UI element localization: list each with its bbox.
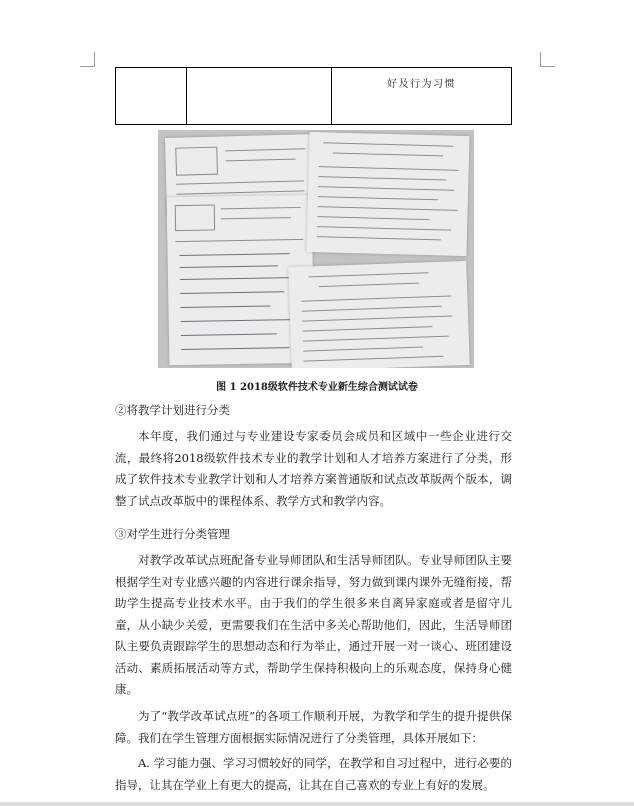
paragraph-item-a: A. 学习能力强、学习习惯较好的同学，在教学和自习过程中，进行必要的指导，让其在学业上有更大的提高，让其在自己喜欢的专业上有好的发展。 <box>115 756 512 792</box>
test-paper-right-bottom <box>288 261 470 368</box>
page-bottom-edge <box>0 802 634 806</box>
figure-caption: 图 1 2018级软件技术专业新生综合测试试卷 <box>216 382 418 393</box>
section-heading-3: ③对学生进行分类管理 <box>115 527 230 541</box>
section-heading-2: ②将教学计划进行分类 <box>115 403 230 417</box>
test-paper-right-top <box>306 132 469 256</box>
paragraph-teaching-plan: 本年度，我们通过与专业建设专家委员会成员和区域中一些企业进行交流，最终将2018级软件技术专业的教学计划和人才培养方案进行了分类，形成了软件技术专业教学计划和人才培养方案普通版和试点改革版两个版本，调整了试点改革版中的课程体系、教学方式和教学内容。 <box>115 429 512 508</box>
table-cell: 好及行为习惯 <box>332 68 512 125</box>
crop-mark-top-left <box>80 52 95 67</box>
crop-mark-top-right <box>540 52 555 67</box>
table-cell <box>116 68 187 125</box>
paragraph-classified-management: 为了“教学改革试点班”的各项工作顺利开展，为教学和学生的提升提供保障。我们在学生管理方面根据实际情况进行了分类管理，具体开展如下： <box>115 709 512 745</box>
top-table <box>115 67 512 125</box>
exam-papers-photo <box>158 130 474 368</box>
paragraph-mentor-teams: 对教学改革试点班配备专业导师团队和生活导师团队。专业导师团队主要根据学生对专业感兴趣的内容进行课余指导，努力做到课内课外无缝衔接，帮助学生提高专业技术水平。由于我们的学生很多来自离异家庭或者是留守儿童，从小缺少关爱，更需要我们在生活中多关心帮助他们，因此，生活导师团队主要负责跟踪学生的思想动态和行为举止，通过开展一对一谈心、班团建设活动、素质拓展活动等方式，帮助学生保持积极向上的乐观态度，保持身心健康。 <box>115 553 512 696</box>
table-cell <box>187 68 332 125</box>
table-row <box>116 68 512 125</box>
